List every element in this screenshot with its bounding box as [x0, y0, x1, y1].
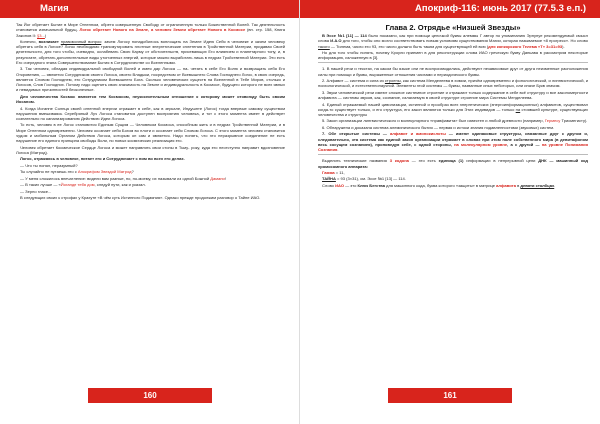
list-item: 6. Обнаружена и доказана система алеминического бытия — первая и истоки знания подавленностями (звуковых) систем. [322, 124, 555, 130]
list-item: 7. Обе открытые системы — алфавит и аминокислоты — имеют одинаковые структуры, связанные друг с другом и, следовательно, эта система как единой закон организации отражает в словах при этом поле собственного мира (в девитафоном весь сосущем сознаниея), проповедуя себе, с одной стороны, на молекулярном уровне, а с другой — на уровне Понимания Сознания. [318, 131, 589, 153]
paragraph: Логос, отражаясь в человеке, питает его и Сотрудничает с ним во всех его делах. [20, 156, 185, 162]
left-page-header [0, 0, 299, 17]
left-page-number: 160 [88, 388, 212, 403]
paragraph: Выделить технические названия 3 кодона — это есть единица (1) информации в непрерывной цепи ДНК — машинный код хромосомного аппарата: [318, 158, 588, 169]
dialogue-line: Ты случайно не путаешь это с Апокрифом Звездой Матрод? [20, 169, 134, 175]
paragraph: Но для того чтобы понять, почему Кроули приемен в для реконструкции слова ИАО греческую букву Дапьава в рассмотрим некоторые информацию, изложенную в [3]. [318, 49, 588, 61]
section-divider [318, 154, 588, 155]
right-page [300, 0, 600, 424]
left-running-title: Магия [40, 3, 69, 14]
chapter-title: Глава 2. Отрядье «Низшей Звезды» [385, 23, 521, 32]
dialogue-block [16, 163, 285, 194]
list-item: 3. Звуки человеческой речи имеют сложное системное строение и отражают только содержание в себе всё структуру и все закономерности алфавита — системы звуков, как, сознание, излагаемую в своей структуре строение мира Системы Менделеева. [318, 89, 588, 101]
paragraph: Человек обретает Космическое Сердце Логоса и может направлять свои стопы в Тьму- року, куда его неотступно направит вдохновение Логоса (Матрод). [16, 144, 285, 155]
paragraph: То есть, человек в ее Логос становится Единым Сущим — Человеком Космоса, способным жить и в недрах Тройственной Материи, и в Мире Огненном одновременно. Человек осознает себя Богом во плоти и осознает себя Словом Логоса. С этого момента человек становится чудом и мобильным Органом Действия Логоса, которым он сам и является. Надо понять, что это неразрывное соединение не есть нарушение его единого принципа свободы Воли, но новых космических реализация его. [16, 122, 285, 144]
left-header-divider [0, 17, 299, 18]
section-divider [318, 62, 588, 63]
right-header-divider [300, 17, 600, 18]
paragraph: Так Йог обретает Бытие в Мире Огненном, обретя совершенную Свободу от ограниченную только Божественной Волей. Так деятельность становится изначальной будущ. Логос обретает Нового на Земле, а человек Земли обретает Нового в Космосе (вн. стр. 158, Книга Законов II: §3...) [16, 22, 285, 38]
right-page-header [300, 0, 600, 17]
paragraph: Конечно, возникает правомочный вопрос: зачем Логосу понадобилось воплощать на Земле Идею Себя в человеке и зачем человеку обретать себя в Логосе? Логос необходимо трансмутировать плотные энергетические сплетения в Тройственной Материи, придавая Своей деятельности, для того чтобы, очевидно, ослабевать Свою Карму от обстоятельств, присевающих Его влиянием и планетарного тону, и, в результате, обретать дополнительные виды утонченных энергий, которые можно выработать лишь в недрах Тройственной Материи. Это есть Его очередного этапа Совершенствование Бытия в Сотрудничестве со Вселенными. [16, 38, 285, 65]
numbered-list [318, 66, 588, 152]
paragraph: Слово ИАО — это Ключ Бегства для машинного кода, буква которого «защиты» в матрице алфавита в девяти столбцах. [322, 182, 556, 188]
dialogue-line: — У меня сложилось впечатление: видели вам разные, но, по-моему, их называли из одной Божной Дамани! [20, 175, 226, 181]
list-item: 1. В нашей речи и текстах, на каком бы языке они не воспроизводились, действуют независимые друг от друга неизменные расположения силы при помощи и буквы, выраженные отношения числами и периодического буквы. [318, 66, 588, 77]
right-running-title: Апокриф-116: июнь 2017 (77.5.3 е.п.) [414, 3, 586, 14]
list-item: 4. Единый отражаемый нашей цивилизации, истинной и прообраз всех энергетических (энергоинформационных) алфавитов, существовал когда-то существует только, и его структура, его закон являются только для Этих индивидов — только на стоявшей культуре, существующих человечества и структуры [318, 101, 588, 117]
dialogue-line: — В таких лучше — «Йоганде тебя дом, следуй пути, как и указал. [20, 182, 146, 188]
list-item: 5. Закон организации лингвистического и молекулярного «правфавита» был известен и любой древности (например, Гермесу Трисмегисту). [322, 118, 588, 124]
formula: ТАЙНА = 93 (3×31), см. Эссе №1 [13] — 114. [322, 176, 406, 182]
formula: Гамма = 11, [322, 170, 345, 175]
paragraph: 4. Когда Иоганне Солнца своей огненной энергии отражает в себе, как в зеркале, Индушнте (Логос) тогда впервые самому существом нарушения вмешиваясь Серебряный Луч Логоса становится доступен восприятию человека, и тот с этого момента имеет в действует сознательно по канализированию Действию Идеи Логоса. [16, 105, 285, 121]
paragraph: 3. Так человек, обладая индивидуальной свободной Волей и имея дар Логоса — на- четать в себе Его Волю и возвращать себя Его Откровению, — является Сотрудником своего Логоса, своего Владыки, посредством от Всевышнего Слова Господнего Логос, в свою очередь, является Словом Господнем, его Сотрудником Всевышнего Бога. Сколько человеческих существ на Вселенной в Тебе Миров, столько и Логосов, Слов Господних. Потому надо оценить свою значимость на Земле и индивидуальность в Космосе, будущего которого не всех явных и невидимых причинностей бесконечные. [16, 66, 285, 93]
paragraph: В Эссе №1 [11] — 114 было показано, как при помощи цепочкой буквы алеммы Г автор по упоминанию Эрнунуе рекомендуемый смысл слова И.А.О для того, чтобы оно могло соответствовать новым условиям существования Магии, которая называемое «8 прогресс». Но слово такого — Тилема, число его 93, это число должно быть таким для существующей ей всю (для конкорского Телема «Т» 3=31=93). [318, 33, 588, 49]
list-item: 2. Алфавит — система и сила из строены, как система Менделеева в химии, причём одновременно и фонологической, и лингвистической, и психологической, и естественнонаучной. Элементы этой системы — буквы, названные иных неботорых, или иначе Букв значим. [318, 78, 588, 89]
right-page-body [318, 33, 588, 189]
paragraph: В следующих своих к строфах у Крахуте «В чём суть Истинного Подаяния». Однако прежде продолжим разговор о Тайне ИАО. [20, 194, 261, 200]
dialogue-line: — Зерно гласе... [20, 188, 52, 194]
right-page-number: 161 [388, 388, 512, 403]
left-page-body [16, 22, 285, 201]
dialogue-line: — Что ты понял, неразумный? [20, 162, 78, 168]
paragraph: Для человечества Космос является тем Космосом, неукоснительным отношение к которому может отовсюду быть своим Иосаном. [16, 93, 285, 105]
